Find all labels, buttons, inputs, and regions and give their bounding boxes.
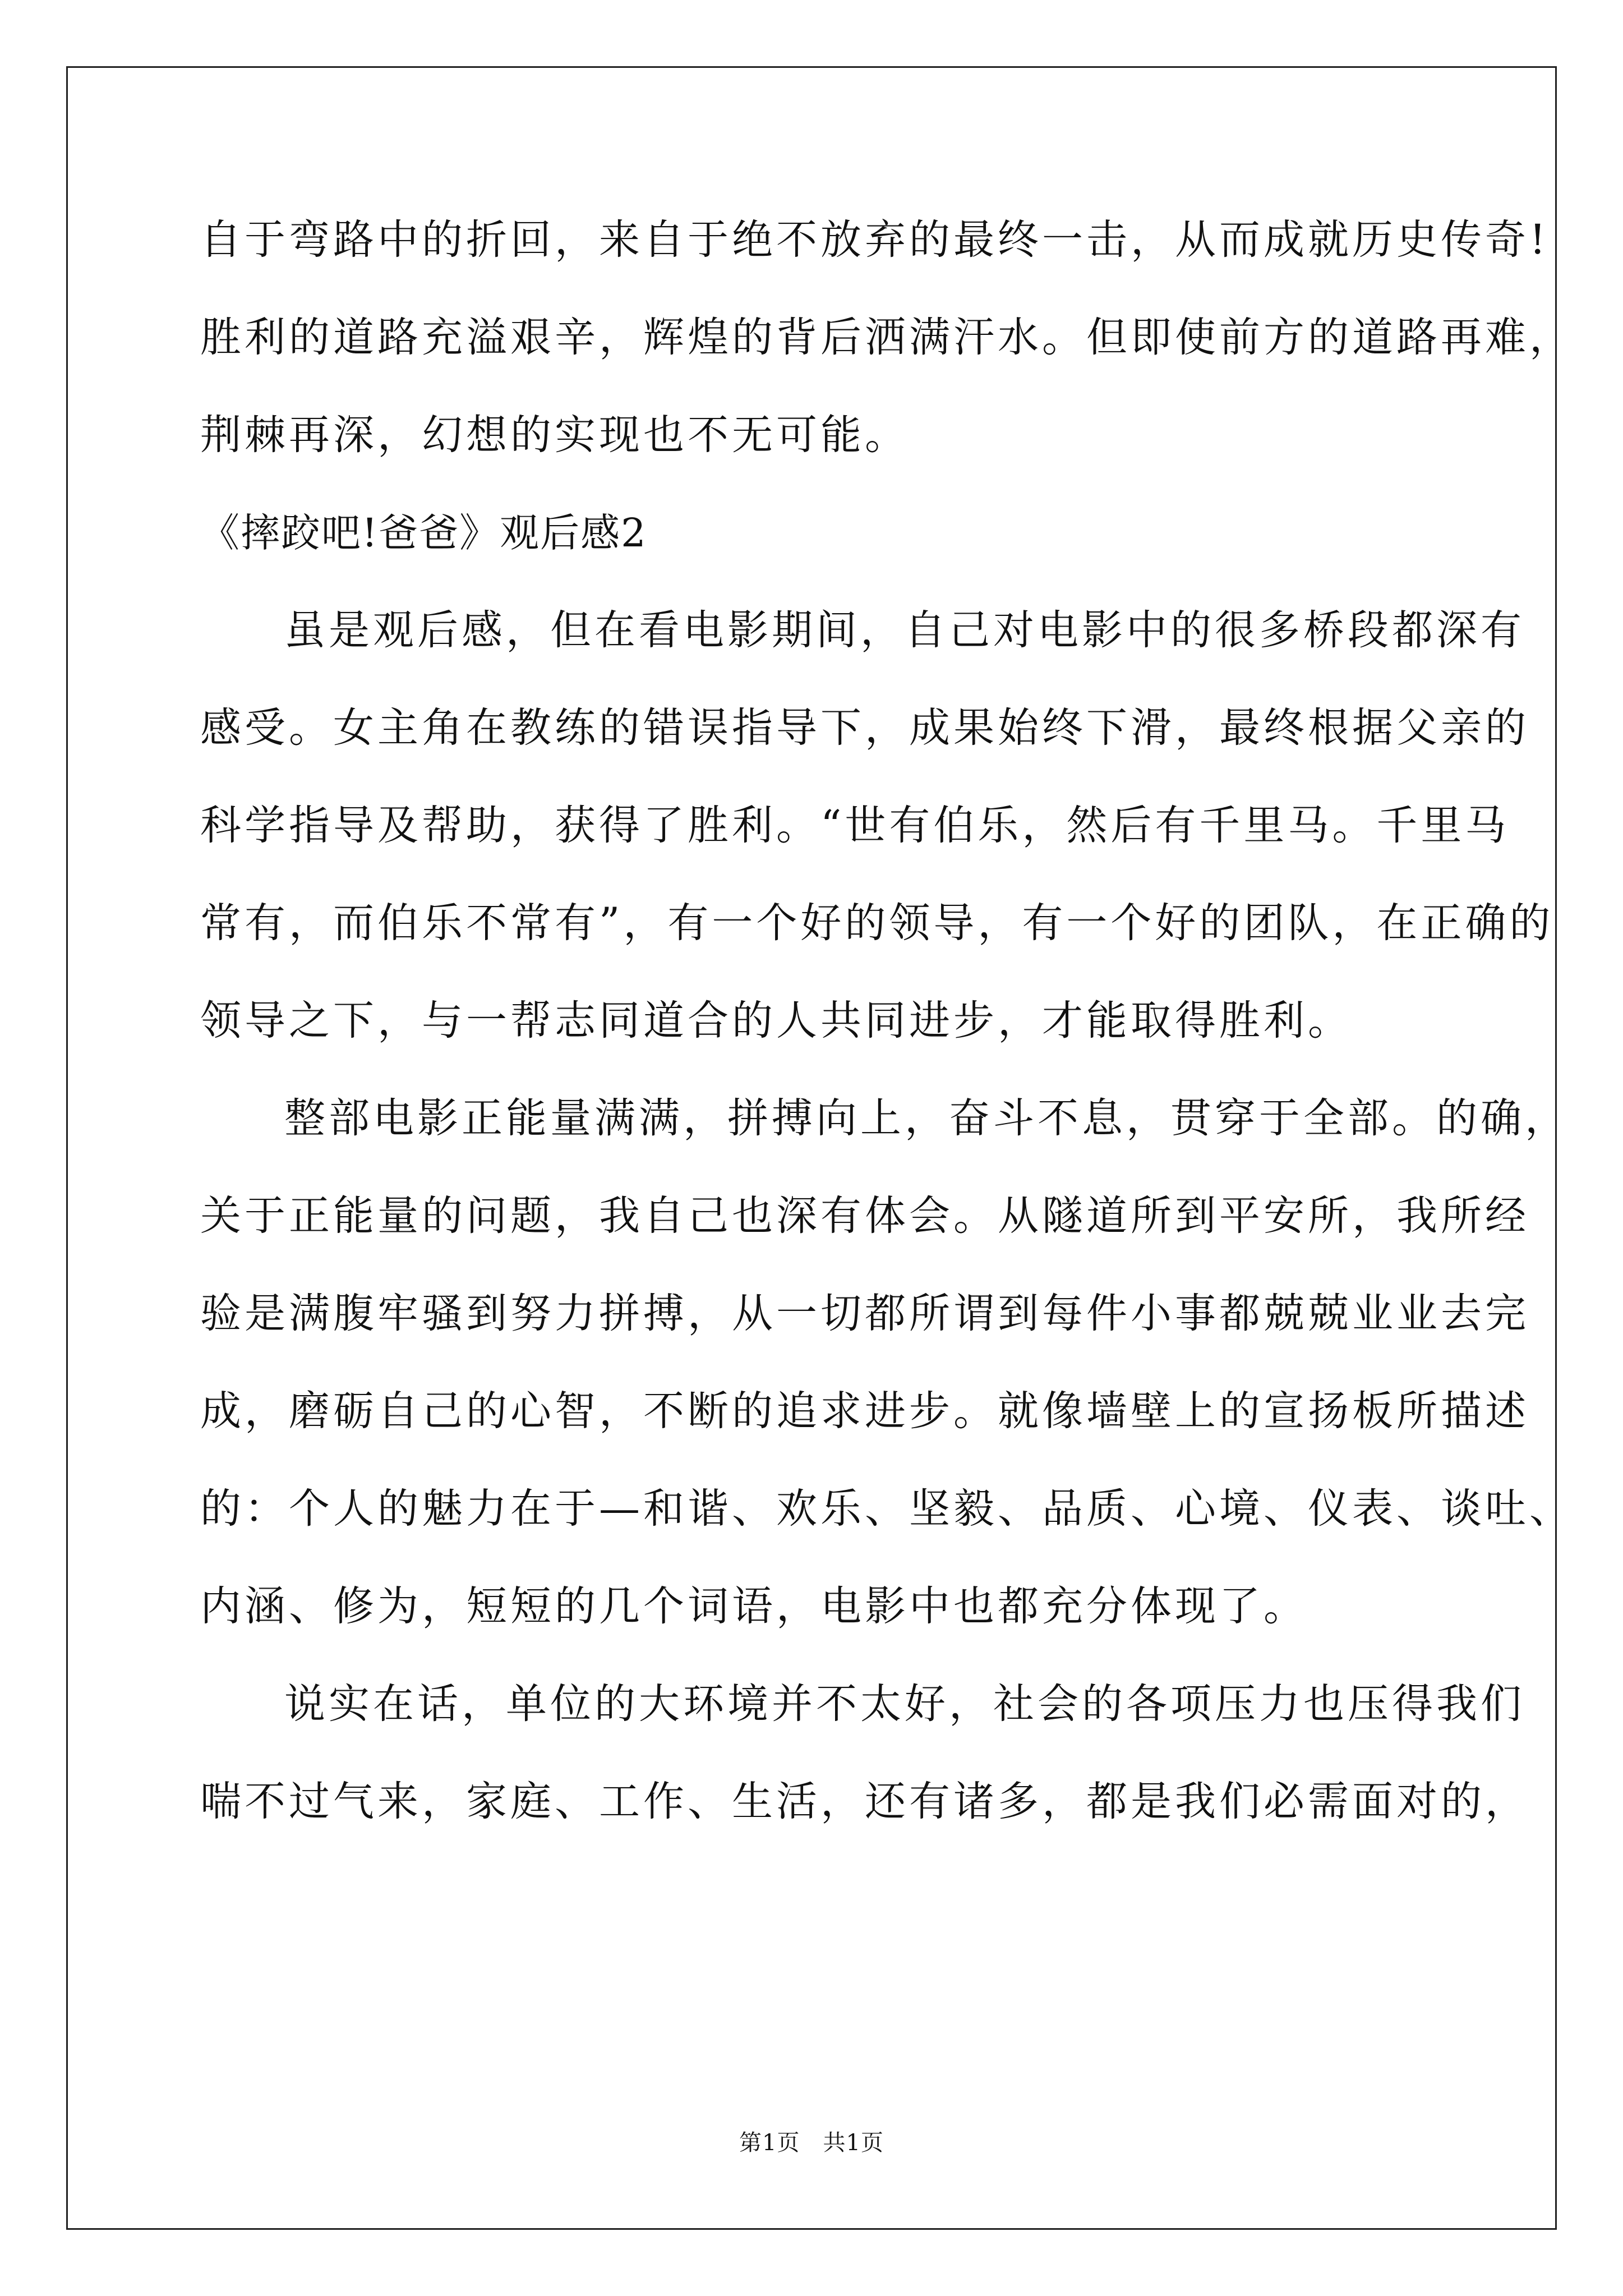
text-line: 虽是观后感，但在看电影期间，自己对电影中的很多桥段都深有 xyxy=(284,606,1525,654)
text-line: 感受。女主角在教练的错误指导下，成果始终下滑，最终根据父亲的 xyxy=(200,704,1529,752)
text-line: 说实在话，单位的大环境并不太好，社会的各项压力也压得我们 xyxy=(284,1680,1525,1728)
text-line: 关于正能量的问题，我自己也深有体会。从隧道所到平安所，我所经 xyxy=(200,1192,1529,1240)
text-line: 内涵、修为，短短的几个词语，电影中也都充分体现了。 xyxy=(200,1582,1308,1630)
text-line: 的：个人的魅力在于—和谐、欢乐、坚毅、品质、心境、仪表、谈吐、 xyxy=(200,1485,1574,1533)
text-line: 科学指导及帮助，获得了胜利。“世有伯乐，然后有千里马。千里马 xyxy=(200,802,1510,849)
text-line: 领导之下，与一帮志同道合的人共同进步，才能取得胜利。 xyxy=(200,997,1352,1045)
text-line: 胜利的道路充溢艰辛，辉煌的背后洒满汗水。但即使前方的道路再难， xyxy=(200,314,1574,361)
section-heading: 《摔跤吧!爸爸》观后感2 xyxy=(200,510,647,556)
text-line: 荆棘再深，幻想的实现也不无可能。 xyxy=(200,411,909,459)
text-line: 整部电影正能量满满，拼搏向上，奋斗不息，贯穿于全部。的确， xyxy=(284,1094,1569,1142)
text-line: 常有，而伯乐不常有”，有一个好的领导，有一个好的团队，在正确的 xyxy=(200,899,1554,947)
text-line: 喘不过气来，家庭、工作、生活，还有诸多，都是我们必需面对的， xyxy=(200,1778,1529,1825)
text-line: 成，磨砺自己的心智，不断的追求进步。就像墙壁上的宣扬板所描述 xyxy=(200,1387,1529,1435)
page-number: 第1页 共1页 xyxy=(739,2130,884,2156)
text-line: 自于弯路中的折回，来自于绝不放弃的最终一击，从而成就历史传奇! xyxy=(200,216,1550,264)
document-body xyxy=(200,213,1574,1829)
text-line: 验是满腹牢骚到努力拼搏，从一切都所谓到每件小事都兢兢业业去完 xyxy=(200,1290,1529,1337)
